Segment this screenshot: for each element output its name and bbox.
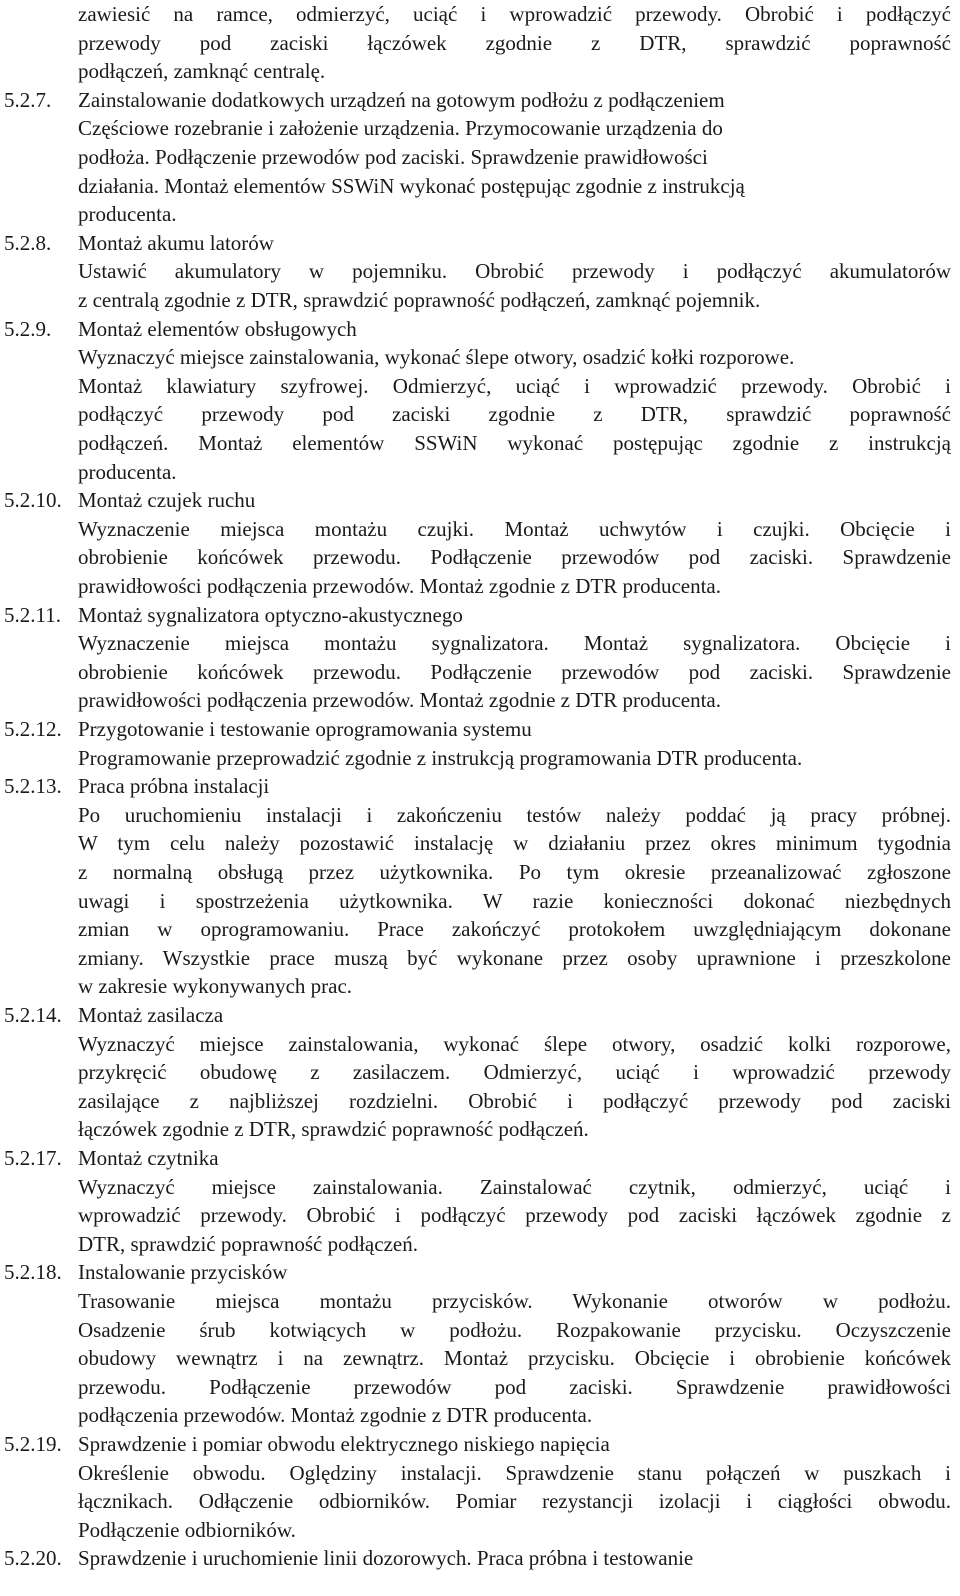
section-title: Montaż zasilacza: [78, 1003, 224, 1027]
paragraph-line: w zakresie wykonywanych prac.: [78, 974, 353, 999]
paragraph-line: Montaż klawiatury szyfrowej. Odmierzyć, uciąć i wprowadzić przewody. Obrobić i: [78, 373, 951, 398]
section-number: 5.2.11.: [4, 602, 61, 627]
section-number: 5.2.8.: [4, 230, 52, 255]
paragraph-line: Wyznaczyć miejsce zainstalowania, wykonać ślepe otwory, osadzić kołki rozporowe.: [78, 345, 795, 370]
paragraph-line: Ustawić akumulatory w pojemniku. Obrobić przewody i podłączyć akumulatorów: [78, 259, 951, 284]
paragraph-line: zasilające z najbliższej rozdzielni. Obrobić i podłączyć przewody pod zaciski: [78, 1088, 951, 1113]
paragraph-line: Wyznaczyć miejsce zainstalowania, wykonać ślepe otwory, osadzić kolki rozporowe,: [78, 1031, 951, 1056]
section-number: 5.2.17.: [4, 1146, 62, 1170]
paragraph-line: podłączenia przewodów. Montaż zgodnie z DTR producenta.: [78, 1403, 593, 1428]
paragraph-line: podłączeń, zamknąć centralę.: [78, 59, 326, 84]
section-number: 5.2.18.: [4, 1260, 62, 1285]
paragraph-line: działania. Montaż elementów SSWiN wykonać postępując zgodnie z instrukcją: [78, 173, 745, 198]
section-number: 5.2.14.: [4, 1003, 62, 1027]
section-title: Montaż czujek ruchu: [78, 488, 256, 513]
section-number: 5.2.19.: [4, 1432, 62, 1456]
paragraph-line: prawidłowości podłączenia przewodów. Montaż zgodnie z DTR producenta.: [78, 574, 722, 598]
paragraph-line: Programowanie przeprowadzić zgodnie z instrukcją programowania DTR producenta.: [78, 745, 803, 770]
section-title: Sprawdzenie i uruchomienie linii dozorowych. Praca próbna i testowanie: [78, 1546, 694, 1571]
paragraph-line: Trasowanie miejsca montażu przycisków. Wykonanie otworów w podłożu.: [78, 1289, 951, 1313]
paragraph-line: DTR, sprawdzić poprawność podłączeń.: [78, 1231, 418, 1256]
section-number: 5.2.9.: [4, 316, 52, 341]
paragraph-line: Podłączenie odbiorników.: [78, 1517, 296, 1542]
paragraph-line: Osadzenie śrub kotwiących w podłożu. Rozpakowanie przycisku. Oczyszczenie: [78, 1317, 951, 1342]
paragraph-line: W tym celu należy pozostawić instalację w działaniu przez okres minimum tygodnia: [78, 831, 951, 856]
section-number: 5.2.7.: [4, 87, 52, 112]
paragraph-line: łącznikach. Odłączenie odbiorników. Pomiar rezystancji izolacji i ciągłości obwodu.: [78, 1489, 951, 1514]
section-number: 5.2.10.: [4, 488, 62, 513]
paragraph-line: Po uruchomieniu instalacji i zakończeniu testów należy poddać ją pracy próbnej.: [78, 802, 951, 827]
paragraph-line: z normalną obsługą przez użytkownika. Po tym okresie przeanalizować zgłoszone: [78, 860, 951, 884]
paragraph-line: Wyznaczenie miejsca montażu sygnalizatora. Montaż sygnalizatora. Obcięcie i: [78, 631, 951, 656]
paragraph-line: obrobienie końcówek przewodu. Podłączenie przewodów pod zaciski. Sprawdzenie: [78, 545, 951, 570]
paragraph-line: wprowadzić przewody. Obrobić i podłączyć przewody pod zaciski łączówek zgodnie z: [78, 1203, 951, 1228]
paragraph-line: z centralą zgodnie z DTR, sprawdzić poprawność podłączeń, zamknąć pojemnik.: [78, 288, 761, 312]
paragraph-line: zmian w oprogramowaniu. Prace zakończyć protokołem uwzględniającym dokonane: [78, 917, 951, 942]
paragraph-line: podłoża. Podłączenie przewodów pod zaciski. Sprawdzenie prawidłowości: [78, 145, 708, 169]
section-title: Montaż elementów obsługowych: [78, 316, 357, 341]
paragraph-line: podłączyć przewody pod zaciski zgodnie z DTR, sprawdzić poprawność: [78, 402, 951, 427]
paragraph-line: przewodu. Podłączenie przewodów pod zaciski. Sprawdzenie prawidłowości: [78, 1374, 951, 1399]
paragraph-line: producenta.: [78, 459, 177, 484]
paragraph-line: obudowy wewnątrz i na zewnątrz. Montaż przycisku. Obcięcie i obrobienie końcówek: [78, 1346, 951, 1371]
section-title: Montaż akumu latorów: [78, 230, 274, 255]
section-title: Instalowanie przycisków: [78, 1260, 288, 1285]
section-title: Przygotowanie i testowanie oprogramowania systemu: [78, 717, 532, 741]
paragraph-line: zawiesić na ramce, odmierzyć, uciąć i wprowadzić przewody. Obrobić i podłączyć: [78, 2, 951, 26]
paragraph-line: Częściowe rozebranie i założenie urządzenia. Przymocowanie urządzenia do: [78, 116, 723, 141]
section-title: Sprawdzenie i pomiar obwodu elektrycznego niskiego napięcia: [78, 1432, 610, 1456]
section-number: 5.2.20.: [4, 1546, 62, 1571]
paragraph-line: Wyznaczenie miejsca montażu czujki. Montaż uchwytów i czujki. Obcięcie i: [78, 516, 951, 541]
section-title: Praca próbna instalacji: [78, 774, 270, 799]
section-number: 5.2.12.: [4, 717, 62, 741]
paragraph-line: Wyznaczyć miejsce zainstalowania. Zainstalować czytnik, odmierzyć, uciąć i: [78, 1174, 951, 1199]
paragraph-line: podłączeń. Montaż elementów SSWiN wykonać postępując zgodnie z instrukcją: [78, 431, 951, 455]
paragraph-line: Określenie obwodu. Oględziny instalacji. Sprawdzenie stanu połączeń w puszkach i: [78, 1460, 951, 1485]
section-number: 5.2.13.: [4, 774, 62, 799]
paragraph-line: łączówek zgodnie z DTR, sprawdzić poprawność podłączeń.: [78, 1117, 589, 1142]
paragraph-line: obrobienie końcówek przewodu. Podłączenie przewodów pod zaciski. Sprawdzenie: [78, 659, 951, 684]
section-title: Zainstalowanie dodatkowych urządzeń na gotowym podłożu z podłączeniem: [78, 87, 725, 112]
section-title: Montaż czytnika: [78, 1146, 219, 1170]
paragraph-line: zmiany. Wszystkie prace muszą być wykonane przez osoby uprawnione i przeszkolone: [78, 945, 951, 970]
paragraph-line: przykręcić obudowę z zasilaczem. Odmierzyć, uciąć i wprowadzić przewody: [78, 1060, 951, 1085]
paragraph-line: prawidłowości podłączenia przewodów. Montaż zgodnie z DTR producenta.: [78, 688, 722, 713]
section-title: Montaż sygnalizatora optyczno-akustycznego: [78, 602, 463, 627]
paragraph-line: producenta.: [78, 202, 177, 227]
paragraph-line: przewody pod zaciski łączówek zgodnie z DTR, sprawdzić poprawność: [78, 30, 951, 55]
paragraph-line: uwagi i spostrzeżenia użytkownika. W razie konieczności dokonać niezbędnych: [78, 888, 951, 913]
